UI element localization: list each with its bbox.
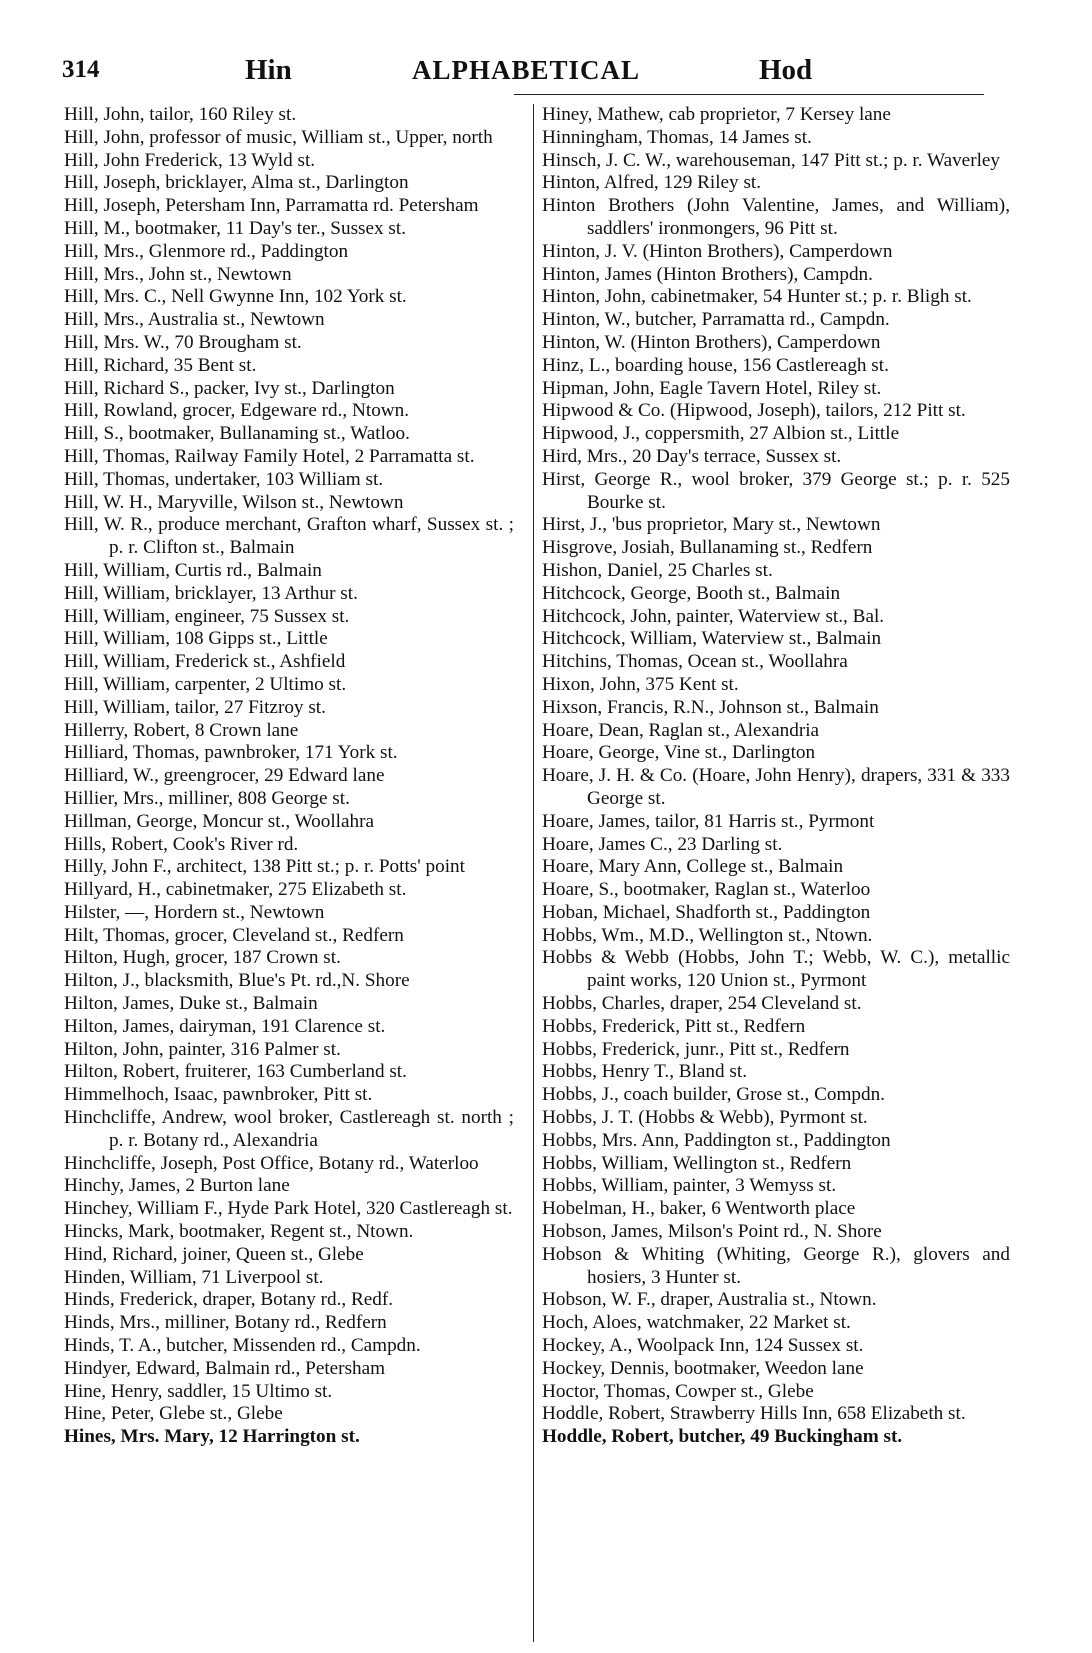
directory-entry: Hobson, W. F., draper, Australia st., Ntown. (542, 1289, 877, 1311)
header-rule (514, 94, 984, 95)
directory-entry: Hinton, W., butcher, Parramatta rd., Campdn. (542, 309, 890, 331)
directory-entry: Hobelman, H., baker, 6 Wentworth place (542, 1198, 856, 1220)
running-header (62, 50, 1022, 90)
directory-entry: Hipman, John, Eagle Tavern Hotel, Riley st. (542, 377, 882, 399)
directory-entry: Hill, William, tailor, 27 Fitzroy st. (64, 696, 326, 718)
directory-entry: Hipwood, J., coppersmith, 27 Albion st., Little (542, 423, 900, 445)
directory-entry: Hirst, George R., wool broker, 379 George st.; p. r. 525 Bourke st. (542, 468, 1010, 513)
directory-entry: Hoare, James, tailor, 81 Harris st., Pyrmont (542, 810, 875, 832)
directory-entry: Hixon, John, 375 Kent st. (542, 673, 739, 695)
directory-entry: Hill, Joseph, Petersham Inn, Parramatta rd. Petersham (64, 195, 479, 217)
directory-entry: Hilt, Thomas, grocer, Cleveland st., Redfern (64, 924, 404, 946)
directory-entry: Hitchcock, George, Booth st., Balmain (542, 582, 841, 604)
directory-entry: Hinton, Alfred, 129 Riley st. (542, 172, 762, 194)
directory-entry: Hitchcock, William, Waterview st., Balmain (542, 628, 882, 650)
directory-entry: Hobbs, William, Wellington st., Redfern (542, 1152, 852, 1174)
directory-entry: Hincks, Mark, bootmaker, Regent st., Ntown. (64, 1221, 414, 1243)
directory-entry: Himmelhoch, Isaac, pawnbroker, Pitt st. (64, 1084, 373, 1106)
left-guide-word: Hin (245, 54, 292, 86)
directory-entry: Hinds, T. A., butcher, Missenden rd., Campdn. (64, 1335, 421, 1357)
directory-entry: Hill, Mrs. C., Nell Gwynne Inn, 102 York st. (64, 286, 407, 308)
directory-entry: Hoddle, Robert, butcher, 49 Buckingham st. (542, 1426, 903, 1448)
directory-entry: Hobbs, Wm., M.D., Wellington st., Ntown. (542, 924, 873, 946)
directory-entry: Hill, William, Frederick st., Ashfield (64, 651, 346, 673)
directory-entry: Hinchey, William F., Hyde Park Hotel, 320 Castlereagh st. (64, 1198, 513, 1220)
directory-entry: Hinton, James (Hinton Brothers), Campdn. (542, 263, 873, 285)
directory-entry: Hill, Thomas, undertaker, 103 William st. (64, 468, 384, 490)
directory-entry: Hixson, Francis, R.N., Johnson st., Balmain (542, 696, 879, 718)
section-title: ALPHABETICAL (412, 55, 641, 85)
directory-entry: Hoddle, Robert, Strawberry Hills Inn, 658 Elizabeth st. (542, 1403, 966, 1425)
column-divider (533, 104, 534, 1642)
directory-entry: Hinton, W. (Hinton Brothers), Camperdown (542, 331, 881, 353)
directory-entry: Hishon, Daniel, 25 Charles st. (542, 559, 773, 581)
right-column (542, 104, 1010, 1449)
directory-entry: Hisgrove, Josiah, Bullanaming st., Redfern (542, 537, 873, 559)
directory-entry: Hoban, Michael, Shadforth st., Paddington (542, 901, 871, 923)
directory-entry: Hinningham, Thomas, 14 James st. (542, 126, 812, 148)
directory-entry: Hilly, John F., architect, 138 Pitt st.; p. r. Potts' point (64, 856, 465, 878)
directory-entry: Hobbs, Charles, draper, 254 Cleveland st. (542, 993, 862, 1015)
directory-entry: Hobbs, J. T. (Hobbs & Webb), Pyrmont st. (542, 1107, 868, 1129)
directory-entry: Hilliard, Thomas, pawnbroker, 171 York st. (64, 742, 398, 764)
directory-entry: Hill, Thomas, Railway Family Hotel, 2 Parramatta st. (64, 445, 475, 467)
directory-entry: Hoare, J. H. & Co. (Hoare, John Henry), drapers, 331 & 333 George st. (542, 765, 1010, 809)
directory-entry: Hine, Peter, Glebe st., Glebe (64, 1403, 283, 1425)
directory-entry: Hill, Mrs., John st., Newtown (64, 263, 292, 285)
directory-entry: Hilton, James, Duke st., Balmain (64, 993, 318, 1015)
directory-entry: Hill, John Frederick, 13 Wyld st. (64, 149, 316, 171)
directory-entry: Hoare, S., bootmaker, Raglan st., Waterloo (542, 879, 871, 901)
directory-entry: Hilton, James, dairyman, 191 Clarence st. (64, 1015, 386, 1037)
directory-entry: Hilliard, W., greengrocer, 29 Edward lane (64, 765, 385, 787)
directory-entry: Hillman, George, Moncur st., Woollahra (64, 810, 375, 832)
directory-entry: Hill, Mrs., Glenmore rd., Paddington (64, 240, 349, 262)
directory-entry: Hoare, George, Vine st., Darlington (542, 742, 816, 764)
directory-entry: Hoch, Aloes, watchmaker, 22 Market st. (542, 1312, 851, 1334)
directory-entry: Hinden, William, 71 Liverpool st. (64, 1266, 324, 1288)
directory-entry: Hird, Mrs., 20 Day's terrace, Sussex st. (542, 445, 842, 467)
directory-entry: Hilton, Robert, fruiterer, 163 Cumberland st. (64, 1061, 407, 1083)
directory-entry: Hill, William, carpenter, 2 Ultimo st. (64, 673, 347, 695)
directory-entry: Hillier, Mrs., milliner, 808 George st. (64, 787, 350, 809)
directory-entry: Hockey, Dennis, bootmaker, Weedon lane (542, 1357, 864, 1379)
directory-entry: Hill, Joseph, bricklayer, Alma st., Darlington (64, 172, 409, 194)
page-number: 314 (62, 56, 100, 83)
directory-entry: Hinchy, James, 2 Burton lane (64, 1175, 290, 1197)
directory-entry: Hines, Mrs. Mary, 12 Harrington st. (64, 1426, 360, 1448)
directory-entry: Hitchins, Thomas, Ocean st., Woollahra (542, 651, 848, 673)
directory-entry: Hill, William, engineer, 75 Sussex st. (64, 605, 350, 627)
directory-entry: Hinton, John, cabinetmaker, 54 Hunter st.; p. r. Bligh st. (542, 286, 972, 308)
directory-entry: Hilster, —, Hordern st., Newtown (64, 901, 325, 923)
directory-entry: Hill, Rowland, grocer, Edgeware rd., Ntown. (64, 400, 410, 422)
directory-entry: Hockey, A., Woolpack Inn, 124 Sussex st. (542, 1335, 864, 1357)
directory-entry: Hiney, Mathew, cab proprietor, 7 Kersey lane (542, 104, 891, 125)
directory-entry: Hill, William, 108 Gipps st., Little (64, 628, 328, 650)
directory-entry: Hill, S., bootmaker, Bullanaming st., Watloo. (64, 423, 410, 445)
directory-entry: Hobson & Whiting (Whiting, George R.), glovers and hosiers, 3 Hunter st. (542, 1243, 1010, 1288)
directory-entry: Hill, Richard S., packer, Ivy st., Darlington (64, 377, 395, 399)
directory-entry: Hindyer, Edward, Balmain rd., Petersham (64, 1357, 386, 1379)
directory-entry: Hobbs, Frederick, Pitt st., Redfern (542, 1015, 806, 1037)
directory-entry: Hill, Mrs. W., 70 Brougham st. (64, 331, 302, 353)
directory-entry: Hinds, Frederick, draper, Botany rd., Redf. (64, 1289, 394, 1311)
directory-entry: Hoare, Mary Ann, College st., Balmain (542, 856, 844, 878)
directory-entry: Hoare, James C., 23 Darling st. (542, 833, 783, 855)
directory-entry: Hobbs, Henry T., Bland st. (542, 1061, 748, 1083)
directory-entry: Hinsch, J. C. W., warehouseman, 147 Pitt st.; p. r. Waverley (542, 149, 1001, 171)
directory-entry: Hinchcliffe, Joseph, Post Office, Botany rd., Waterloo (64, 1152, 479, 1174)
directory-entry: Hilton, Hugh, grocer, 187 Crown st. (64, 947, 341, 969)
directory-entry: Hill, William, Curtis rd., Balmain (64, 559, 322, 581)
directory-entry: Hipwood & Co. (Hipwood, Joseph), tailors, 212 Pitt st. (542, 400, 966, 422)
right-guide-word: Hod (759, 54, 813, 86)
directory-entry: Hillerry, Robert, 8 Crown lane (64, 719, 299, 741)
directory-entry: Hoare, Dean, Raglan st., Alexandria (542, 719, 820, 741)
directory-entry: Hills, Robert, Cook's River rd. (64, 833, 299, 855)
directory-entry: Hobbs, J., coach builder, Grose st., Compdn. (542, 1084, 885, 1106)
directory-entry: Hilton, John, painter, 316 Palmer st. (64, 1038, 341, 1060)
directory-entry: Hitchcock, John, painter, Waterview st., Bal. (542, 605, 885, 627)
directory-entry: Hill, Mrs., Australia st., Newtown (64, 309, 325, 331)
directory-entry: Hobbs & Webb (Hobbs, John T.; Webb, W. C.), metallic paint works, 120 Union st., Pyrmont (542, 947, 1010, 992)
directory-entry: Hill, W. R., produce merchant, Grafton wharf, Sussex st. ; p. r. Clifton st., Balmain (64, 514, 514, 559)
directory-entry: Hillyard, H., cabinetmaker, 275 Elizabeth st. (64, 879, 407, 901)
directory-entry: Hilton, J., blacksmith, Blue's Pt. rd.,N. Shore (64, 970, 410, 992)
directory-entry: Hinton, J. V. (Hinton Brothers), Camperdown (542, 240, 893, 262)
directory-entry: Hobbs, Frederick, junr., Pitt st., Redfern (542, 1038, 850, 1060)
left-column (64, 104, 514, 1449)
directory-entry: Hinchcliffe, Andrew, wool broker, Castlereagh st. north ; p. r. Botany rd., Alexandria (64, 1107, 514, 1151)
directory-entry: Hinton Brothers (John Valentine, James, and William), saddlers' ironmongers, 96 Pitt st. (542, 195, 1010, 239)
directory-entry: Hill, M., bootmaker, 11 Day's ter., Sussex st. (64, 217, 407, 239)
directory-entry: Hill, W. H., Maryville, Wilson st., Newtown (64, 491, 404, 513)
directory-entry: Hine, Henry, saddler, 15 Ultimo st. (64, 1380, 333, 1402)
directory-entry: Hobbs, Mrs. Ann, Paddington st., Paddington (542, 1129, 891, 1151)
directory-entry: Hill, John, tailor, 160 Riley st. (64, 104, 297, 125)
directory-entry: Hill, John, professor of music, William st., Upper, north (64, 126, 493, 148)
directory-entry: Hoctor, Thomas, Cowper st., Glebe (542, 1380, 814, 1402)
directory-entry: Hirst, J., 'bus proprietor, Mary st., Newtown (542, 514, 881, 536)
directory-entry: Hobson, James, Milson's Point rd., N. Shore (542, 1221, 882, 1243)
directory-entry: Hind, Richard, joiner, Queen st., Glebe (64, 1243, 364, 1265)
directory-entry: Hinz, L., boarding house, 156 Castlereagh st. (542, 354, 889, 376)
directory-entry: Hobbs, William, painter, 3 Wemyss st. (542, 1175, 837, 1197)
directory-entry: Hinds, Mrs., milliner, Botany rd., Redfern (64, 1312, 387, 1334)
directory-entry: Hill, Richard, 35 Bent st. (64, 354, 257, 376)
directory-entry: Hill, William, bricklayer, 13 Arthur st. (64, 582, 358, 604)
